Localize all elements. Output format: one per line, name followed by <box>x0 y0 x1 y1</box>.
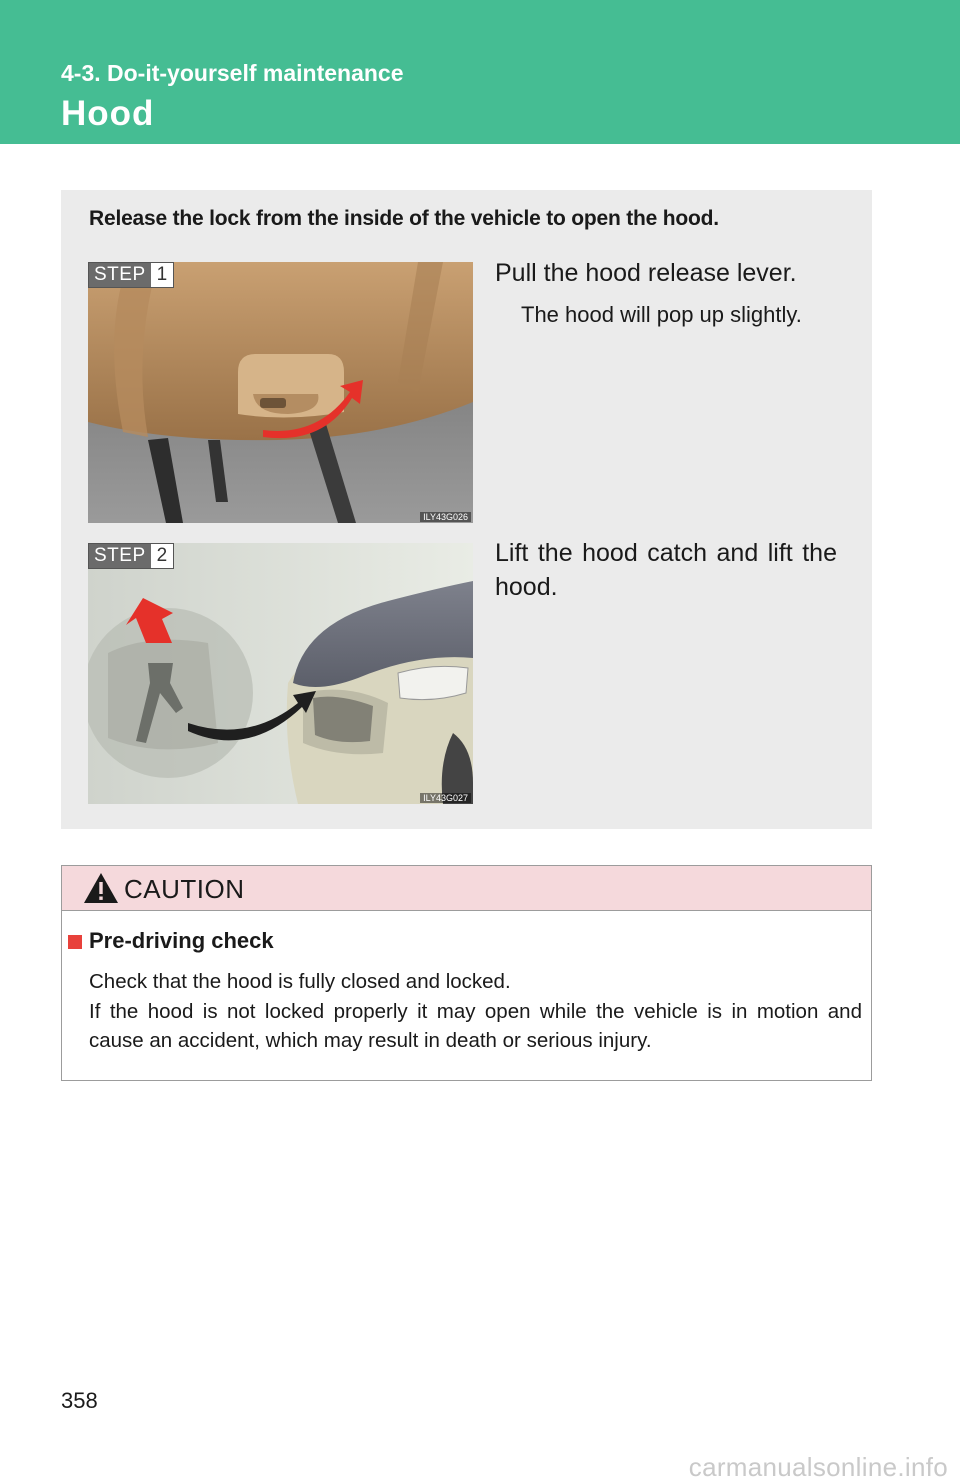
step1-image-code: ILY43G026 <box>420 512 471 522</box>
caution-box <box>61 865 872 1081</box>
header-band <box>0 0 960 144</box>
procedure-panel <box>61 190 872 829</box>
step1-badge-word: STEP <box>89 263 151 287</box>
caution-bullet-title: Pre-driving check <box>89 928 274 953</box>
page-number: 358 <box>61 1388 98 1413</box>
watermark: carmanualsonline.info <box>688 1452 948 1482</box>
step1-badge <box>88 262 174 288</box>
step1-illustration <box>88 262 473 523</box>
step2-instruction: Lift the hood catch and lift the hood. <box>495 539 837 601</box>
warning-triangle-icon <box>82 871 120 905</box>
caution-body-line2: If the hood is not locked properly it may open while the vehicle is in motion and cause an accident, which may result in death or serious injury. <box>89 999 862 1052</box>
section-label: 4-3. Do-it-yourself maintenance <box>61 60 404 86</box>
bullet-square-icon <box>68 935 82 949</box>
page-title: Hood <box>61 94 155 133</box>
caution-header <box>62 866 871 911</box>
step2-illustration <box>88 543 473 804</box>
step2-image-code: ILY43G027 <box>420 793 471 803</box>
caution-bullet <box>68 928 274 954</box>
step2-badge-number: 2 <box>151 544 174 568</box>
step1-badge-number: 1 <box>151 263 174 287</box>
step2-badge <box>88 543 174 569</box>
caution-title: CAUTION <box>124 874 245 904</box>
caution-body <box>89 967 862 1056</box>
step1-note: The hood will pop up slightly. <box>521 302 802 327</box>
step2-badge-word: STEP <box>89 544 151 568</box>
step1-instruction: Pull the hood release lever. <box>495 259 797 287</box>
intro-text: Release the lock from the inside of the vehicle to open the hood. <box>89 207 719 230</box>
caution-body-line1: Check that the hood is fully closed and locked. <box>89 970 511 993</box>
